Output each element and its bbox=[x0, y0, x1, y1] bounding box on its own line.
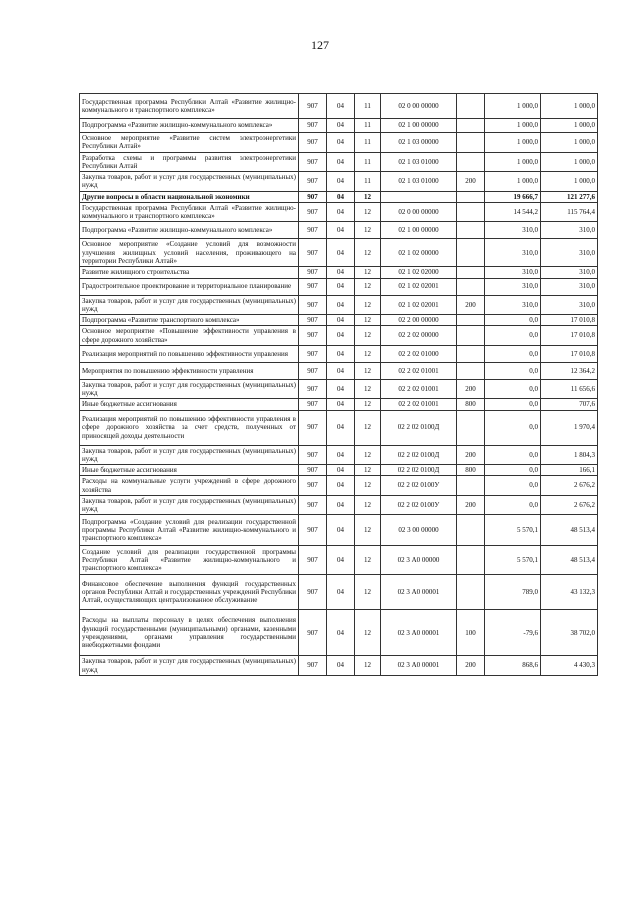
sum-year-1: 0,0 bbox=[485, 362, 541, 379]
sum-year-2: 121 277,6 bbox=[541, 191, 598, 202]
target-article-code: 02 3 А0 00001 bbox=[381, 610, 457, 656]
sum-year-2: 310,0 bbox=[541, 267, 598, 278]
subsection-code: 12 bbox=[355, 515, 381, 546]
expense-type-code: 200 bbox=[457, 495, 485, 515]
row-name: Основное мероприятие «Создание условий для возможности улучшения жилищных условий населения, проживающего на территории Республики Алтай» bbox=[80, 239, 299, 267]
ved-code: 907 bbox=[299, 610, 327, 656]
target-article-code: 02 1 03 00000 bbox=[381, 133, 457, 153]
row-name: Закупка товаров, работ и услуг для государственных (муниципальных) нужд bbox=[80, 172, 299, 192]
sum-year-2: 1 000,0 bbox=[541, 94, 598, 119]
target-article-code: 02 1 00 00000 bbox=[381, 222, 457, 239]
subsection-code: 12 bbox=[355, 575, 381, 610]
sum-year-1: 0,0 bbox=[485, 476, 541, 496]
ved-code: 907 bbox=[299, 172, 327, 192]
expense-type-code: 200 bbox=[457, 379, 485, 399]
table-row bbox=[80, 656, 598, 676]
expense-type-code bbox=[457, 278, 485, 295]
subsection-code: 12 bbox=[355, 410, 381, 445]
row-name: Создание условий для реализации государственной программы Республики Алтай «Развитие жилищно-коммунального и транспортного комплекса» bbox=[80, 546, 299, 575]
ved-code: 907 bbox=[299, 152, 327, 172]
ved-code: 907 bbox=[299, 362, 327, 379]
expense-type-code bbox=[457, 546, 485, 575]
table-row bbox=[80, 575, 598, 610]
target-article-code: 02 1 00 00000 bbox=[381, 119, 457, 133]
ved-code: 907 bbox=[299, 133, 327, 153]
section-code: 04 bbox=[327, 222, 355, 239]
target-article-code: 02 1 03 01000 bbox=[381, 152, 457, 172]
sum-year-1: 310,0 bbox=[485, 222, 541, 239]
expense-type-code bbox=[457, 410, 485, 445]
sum-year-1: 1 000,0 bbox=[485, 152, 541, 172]
sum-year-1: 19 666,7 bbox=[485, 191, 541, 202]
table-row bbox=[80, 119, 598, 133]
table-row bbox=[80, 546, 598, 575]
sum-year-1: 310,0 bbox=[485, 295, 541, 315]
table-row bbox=[80, 133, 598, 153]
section-code: 04 bbox=[327, 410, 355, 445]
sum-year-1: 0,0 bbox=[485, 465, 541, 476]
sum-year-1: 5 570,1 bbox=[485, 515, 541, 546]
sum-year-2: 310,0 bbox=[541, 295, 598, 315]
row-name: Закупка товаров, работ и услуг для государственных (муниципальных) нужд bbox=[80, 295, 299, 315]
section-code: 04 bbox=[327, 133, 355, 153]
expense-type-code bbox=[457, 222, 485, 239]
sum-year-1: 1 000,0 bbox=[485, 172, 541, 192]
ved-code: 907 bbox=[299, 222, 327, 239]
row-name: Развитие жилищного строительства bbox=[80, 267, 299, 278]
row-name: Мероприятия по повышению эффективности управления bbox=[80, 362, 299, 379]
row-name: Подпрограмма «Развитие транспортного комплекса» bbox=[80, 315, 299, 326]
table-row bbox=[80, 94, 598, 119]
sum-year-2: 43 132,3 bbox=[541, 575, 598, 610]
sum-year-2: 115 764,4 bbox=[541, 202, 598, 222]
section-code: 04 bbox=[327, 345, 355, 362]
target-article-code: 02 0 00 00000 bbox=[381, 202, 457, 222]
expense-type-code: 100 bbox=[457, 610, 485, 656]
target-article-code: 02 2 02 01001 bbox=[381, 362, 457, 379]
section-code: 04 bbox=[327, 172, 355, 192]
target-article-code: 02 1 03 01000 bbox=[381, 172, 457, 192]
row-name: Финансовое обеспечение выполнения функций государственных органов Республики Алтай и государственных учреждений Республики Алтай, осуществляющих централизованное обслуживание bbox=[80, 575, 299, 610]
table-row bbox=[80, 239, 598, 267]
target-article-code: 02 2 00 00000 bbox=[381, 315, 457, 326]
section-code: 04 bbox=[327, 379, 355, 399]
target-article-code: 02 1 02 00000 bbox=[381, 239, 457, 267]
table-row bbox=[80, 495, 598, 515]
target-article-code: 02 3 00 00000 bbox=[381, 515, 457, 546]
sum-year-2: 4 430,3 bbox=[541, 656, 598, 676]
sum-year-2: 12 364,2 bbox=[541, 362, 598, 379]
table-row bbox=[80, 345, 598, 362]
sum-year-2: 310,0 bbox=[541, 222, 598, 239]
subsection-code: 11 bbox=[355, 94, 381, 119]
sum-year-2: 2 676,2 bbox=[541, 495, 598, 515]
section-code: 04 bbox=[327, 119, 355, 133]
subsection-code: 12 bbox=[355, 267, 381, 278]
subsection-code: 12 bbox=[355, 656, 381, 676]
target-article-code: 02 2 02 0100Д bbox=[381, 445, 457, 465]
row-name: Разработка схемы и программы развития электроэнергетики Республики Алтай bbox=[80, 152, 299, 172]
ved-code: 907 bbox=[299, 445, 327, 465]
section-code: 04 bbox=[327, 476, 355, 496]
expense-type-code bbox=[457, 326, 485, 346]
row-name: Подпрограмма «Развитие жилищно-коммунального комплекса» bbox=[80, 119, 299, 133]
table-row bbox=[80, 315, 598, 326]
expense-type-code bbox=[457, 515, 485, 546]
sum-year-1: 0,0 bbox=[485, 379, 541, 399]
ved-code: 907 bbox=[299, 476, 327, 496]
table-row bbox=[80, 295, 598, 315]
row-name: Государственная программа Республики Алтай «Развитие жилищно-коммунального и транспортного комплекса» bbox=[80, 94, 299, 119]
sum-year-1: 1 000,0 bbox=[485, 119, 541, 133]
expense-type-code: 200 bbox=[457, 172, 485, 192]
ved-code: 907 bbox=[299, 465, 327, 476]
sum-year-1: 0,0 bbox=[485, 326, 541, 346]
table-row bbox=[80, 362, 598, 379]
target-article-code: 02 2 02 0100Д bbox=[381, 465, 457, 476]
target-article-code: 02 2 02 0100У bbox=[381, 495, 457, 515]
row-name: Основное мероприятие «Повышение эффективности управления в сфере дорожного хозяйства» bbox=[80, 326, 299, 346]
budget-table bbox=[79, 93, 598, 676]
section-code: 04 bbox=[327, 399, 355, 410]
sum-year-1: 1 000,0 bbox=[485, 94, 541, 119]
expense-type-code: 200 bbox=[457, 656, 485, 676]
expense-type-code bbox=[457, 119, 485, 133]
subsection-code: 12 bbox=[355, 222, 381, 239]
target-article-code: 02 2 02 01001 bbox=[381, 399, 457, 410]
expense-type-code bbox=[457, 152, 485, 172]
sum-year-2: 11 656,6 bbox=[541, 379, 598, 399]
row-name: Закупка товаров, работ и услуг для государственных (муниципальных) нужд bbox=[80, 445, 299, 465]
section-code: 04 bbox=[327, 656, 355, 676]
sum-year-2: 1 804,3 bbox=[541, 445, 598, 465]
subsection-code: 12 bbox=[355, 278, 381, 295]
expense-type-code bbox=[457, 191, 485, 202]
section-code: 04 bbox=[327, 465, 355, 476]
target-article-code: 02 3 А0 00001 bbox=[381, 656, 457, 676]
sum-year-2: 17 010,8 bbox=[541, 326, 598, 346]
subsection-code: 12 bbox=[355, 295, 381, 315]
sum-year-1: 310,0 bbox=[485, 278, 541, 295]
row-name: Расходы на коммунальные услуги учреждений в сфере дорожного хозяйства bbox=[80, 476, 299, 496]
ved-code: 907 bbox=[299, 239, 327, 267]
expense-type-code: 200 bbox=[457, 445, 485, 465]
ved-code: 907 bbox=[299, 267, 327, 278]
subsection-code: 11 bbox=[355, 172, 381, 192]
sum-year-1: 310,0 bbox=[485, 239, 541, 267]
ved-code: 907 bbox=[299, 515, 327, 546]
target-article-code: 02 1 02 02001 bbox=[381, 278, 457, 295]
sum-year-2: 310,0 bbox=[541, 239, 598, 267]
target-article-code: 02 1 02 02000 bbox=[381, 267, 457, 278]
section-code: 04 bbox=[327, 239, 355, 267]
target-article-code: 02 2 02 0100У bbox=[381, 476, 457, 496]
expense-type-code bbox=[457, 202, 485, 222]
table-row bbox=[80, 410, 598, 445]
sum-year-1: 0,0 bbox=[485, 445, 541, 465]
table-row bbox=[80, 465, 598, 476]
subsection-code: 12 bbox=[355, 495, 381, 515]
table-row bbox=[80, 445, 598, 465]
sum-year-1: 14 544,2 bbox=[485, 202, 541, 222]
table-row bbox=[80, 202, 598, 222]
table-row bbox=[80, 399, 598, 410]
table-row bbox=[80, 379, 598, 399]
table-row bbox=[80, 267, 598, 278]
ved-code: 907 bbox=[299, 278, 327, 295]
row-name: Другие вопросы в области национальной экономики bbox=[80, 191, 299, 202]
sum-year-2: 17 010,8 bbox=[541, 345, 598, 362]
section-code: 04 bbox=[327, 610, 355, 656]
target-article-code: 02 3 А0 00000 bbox=[381, 546, 457, 575]
ved-code: 907 bbox=[299, 119, 327, 133]
subsection-code: 11 bbox=[355, 133, 381, 153]
sum-year-1: 310,0 bbox=[485, 267, 541, 278]
row-name: Реализация мероприятий по повышению эффективности управления bbox=[80, 345, 299, 362]
row-name: Закупка товаров, работ и услуг для государственных (муниципальных) нужд bbox=[80, 495, 299, 515]
section-code: 04 bbox=[327, 515, 355, 546]
table-row bbox=[80, 152, 598, 172]
subsection-code: 11 bbox=[355, 152, 381, 172]
target-article-code: 02 0 00 00000 bbox=[381, 94, 457, 119]
sum-year-1: 5 570,1 bbox=[485, 546, 541, 575]
subsection-code: 12 bbox=[355, 191, 381, 202]
row-name: Государственная программа Республики Алтай «Развитие жилищно-коммунального и транспортного комплекса» bbox=[80, 202, 299, 222]
subsection-code: 12 bbox=[355, 476, 381, 496]
expense-type-code bbox=[457, 94, 485, 119]
row-name: Иные бюджетные ассигнования bbox=[80, 465, 299, 476]
row-name: Основное мероприятие «Развитие систем электроэнергетики Республики Алтай» bbox=[80, 133, 299, 153]
sum-year-2: 1 970,4 bbox=[541, 410, 598, 445]
subsection-code: 12 bbox=[355, 345, 381, 362]
sum-year-2: 48 513,4 bbox=[541, 515, 598, 546]
sum-year-2: 2 676,2 bbox=[541, 476, 598, 496]
subsection-code: 12 bbox=[355, 202, 381, 222]
expense-type-code bbox=[457, 133, 485, 153]
sum-year-1: 1 000,0 bbox=[485, 133, 541, 153]
expense-type-code: 800 bbox=[457, 399, 485, 410]
subsection-code: 11 bbox=[355, 119, 381, 133]
sum-year-1: 0,0 bbox=[485, 315, 541, 326]
sum-year-1: -79,6 bbox=[485, 610, 541, 656]
ved-code: 907 bbox=[299, 410, 327, 445]
ved-code: 907 bbox=[299, 656, 327, 676]
ved-code: 907 bbox=[299, 345, 327, 362]
table-row bbox=[80, 515, 598, 546]
sum-year-2: 310,0 bbox=[541, 278, 598, 295]
expense-type-code bbox=[457, 315, 485, 326]
sum-year-2: 48 513,4 bbox=[541, 546, 598, 575]
row-name: Закупка товаров, работ и услуг для государственных (муниципальных) нужд bbox=[80, 656, 299, 676]
expense-type-code bbox=[457, 476, 485, 496]
table-row bbox=[80, 278, 598, 295]
ved-code: 907 bbox=[299, 202, 327, 222]
subsection-code: 12 bbox=[355, 362, 381, 379]
subsection-code: 12 bbox=[355, 465, 381, 476]
table-row bbox=[80, 476, 598, 496]
ved-code: 907 bbox=[299, 546, 327, 575]
sum-year-2: 38 702,0 bbox=[541, 610, 598, 656]
section-code: 04 bbox=[327, 278, 355, 295]
row-name: Закупка товаров, работ и услуг для государственных (муниципальных) нужд bbox=[80, 379, 299, 399]
table-row bbox=[80, 222, 598, 239]
sum-year-1: 0,0 bbox=[485, 399, 541, 410]
subsection-code: 12 bbox=[355, 399, 381, 410]
ved-code: 907 bbox=[299, 575, 327, 610]
ved-code: 907 bbox=[299, 379, 327, 399]
section-code: 04 bbox=[327, 362, 355, 379]
subsection-code: 12 bbox=[355, 610, 381, 656]
target-article-code: 02 1 02 02001 bbox=[381, 295, 457, 315]
section-code: 04 bbox=[327, 295, 355, 315]
ved-code: 907 bbox=[299, 495, 327, 515]
subsection-code: 12 bbox=[355, 239, 381, 267]
subsection-code: 12 bbox=[355, 546, 381, 575]
sum-year-2: 1 000,0 bbox=[541, 152, 598, 172]
section-code: 04 bbox=[327, 202, 355, 222]
table-row bbox=[80, 191, 598, 202]
sum-year-2: 1 000,0 bbox=[541, 133, 598, 153]
ved-code: 907 bbox=[299, 94, 327, 119]
subsection-code: 12 bbox=[355, 315, 381, 326]
subsection-code: 12 bbox=[355, 445, 381, 465]
row-name: Подпрограмма «Развитие жилищно-коммунального комплекса» bbox=[80, 222, 299, 239]
section-code: 04 bbox=[327, 94, 355, 119]
row-name: Градостроительное проектирование и территориальное планирование bbox=[80, 278, 299, 295]
section-code: 04 bbox=[327, 191, 355, 202]
sum-year-1: 0,0 bbox=[485, 345, 541, 362]
ved-code: 907 bbox=[299, 326, 327, 346]
expense-type-code bbox=[457, 239, 485, 267]
section-code: 04 bbox=[327, 152, 355, 172]
target-article-code bbox=[381, 191, 457, 202]
expense-type-code bbox=[457, 267, 485, 278]
target-article-code: 02 3 А0 00001 bbox=[381, 575, 457, 610]
target-article-code: 02 2 02 00000 bbox=[381, 326, 457, 346]
target-article-code: 02 2 02 01001 bbox=[381, 379, 457, 399]
sum-year-1: 868,6 bbox=[485, 656, 541, 676]
expense-type-code: 200 bbox=[457, 295, 485, 315]
table-row bbox=[80, 326, 598, 346]
sum-year-1: 0,0 bbox=[485, 410, 541, 445]
target-article-code: 02 2 02 0100Д bbox=[381, 410, 457, 445]
sum-year-1: 789,0 bbox=[485, 575, 541, 610]
section-code: 04 bbox=[327, 326, 355, 346]
ved-code: 907 bbox=[299, 399, 327, 410]
expense-type-code bbox=[457, 575, 485, 610]
sum-year-2: 166,1 bbox=[541, 465, 598, 476]
section-code: 04 bbox=[327, 495, 355, 515]
section-code: 04 bbox=[327, 575, 355, 610]
section-code: 04 bbox=[327, 267, 355, 278]
expense-type-code bbox=[457, 362, 485, 379]
row-name: Реализация мероприятий по повышению эффективности управления в сфере дорожного хозяйства за счет средств, полученных от приносящей доходы деятельности bbox=[80, 410, 299, 445]
subsection-code: 12 bbox=[355, 379, 381, 399]
expense-type-code: 800 bbox=[457, 465, 485, 476]
row-name: Расходы на выплаты персоналу в целях обеспечения выполнения функций государственными (муниципальными) органами, казенными учреждениями, органами управления государственными внебюджетными фондами bbox=[80, 610, 299, 656]
section-code: 04 bbox=[327, 315, 355, 326]
table-row bbox=[80, 172, 598, 192]
ved-code: 907 bbox=[299, 295, 327, 315]
target-article-code: 02 2 02 01000 bbox=[381, 345, 457, 362]
sum-year-2: 1 000,0 bbox=[541, 119, 598, 133]
table-row bbox=[80, 610, 598, 656]
section-code: 04 bbox=[327, 445, 355, 465]
expense-type-code bbox=[457, 345, 485, 362]
page-number: 127 bbox=[311, 38, 329, 52]
row-name: Иные бюджетные ассигнования bbox=[80, 399, 299, 410]
ved-code: 907 bbox=[299, 191, 327, 202]
ved-code: 907 bbox=[299, 315, 327, 326]
subsection-code: 12 bbox=[355, 326, 381, 346]
sum-year-2: 1 000,0 bbox=[541, 172, 598, 192]
sum-year-2: 707,6 bbox=[541, 399, 598, 410]
sum-year-1: 0,0 bbox=[485, 495, 541, 515]
section-code: 04 bbox=[327, 546, 355, 575]
sum-year-2: 17 010,8 bbox=[541, 315, 598, 326]
row-name: Подпрограмма «Создание условий для реализации государственной программы Республики Алтай «Развитие жилищно-коммунального и транспортного комплекса» bbox=[80, 515, 299, 546]
